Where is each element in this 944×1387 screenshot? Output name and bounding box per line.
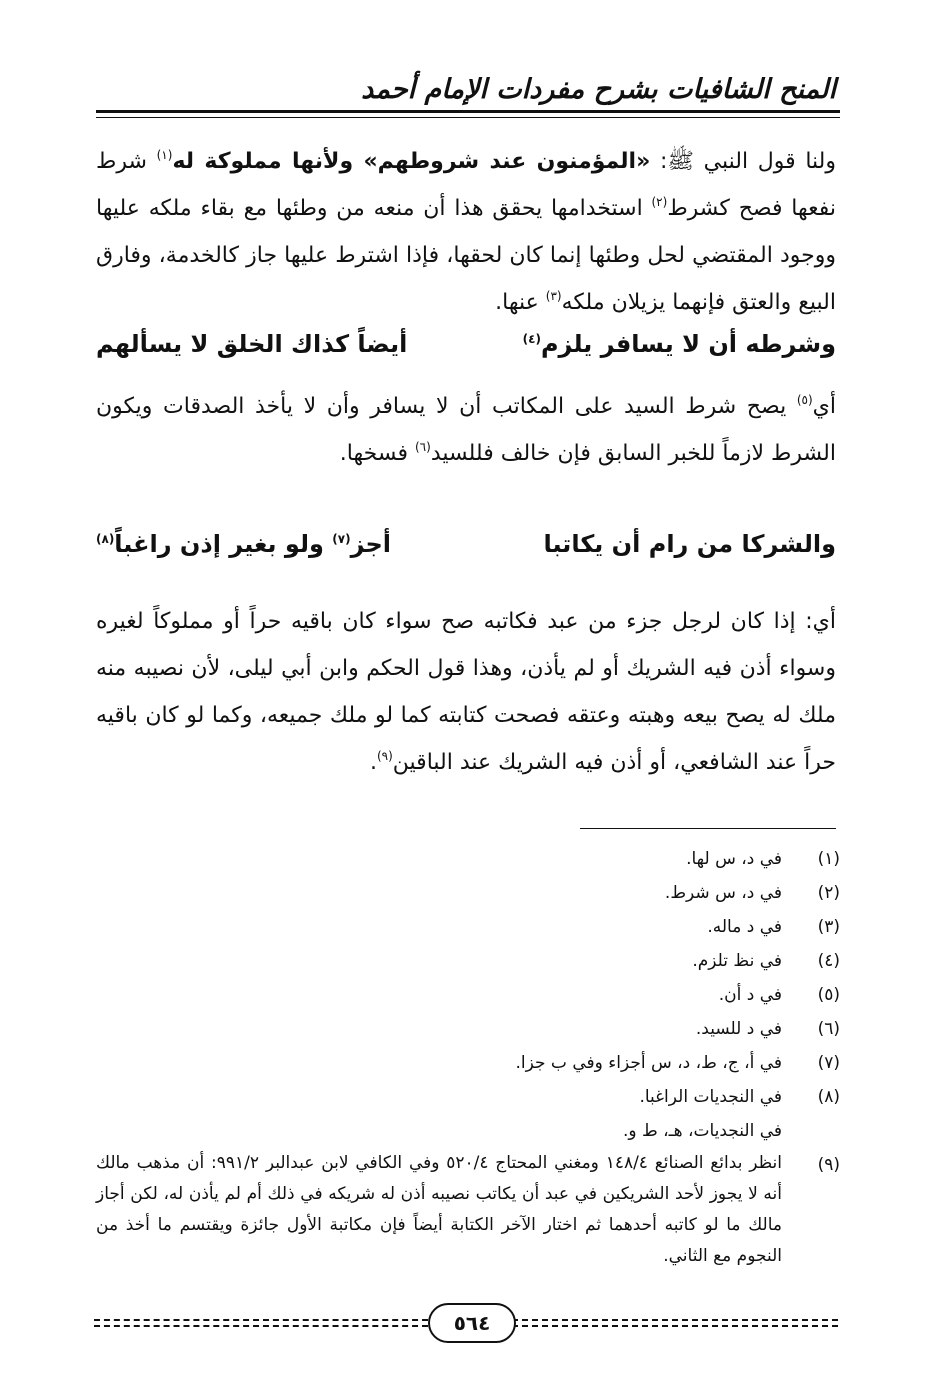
paragraph-1 (96, 138, 836, 326)
bottom-rule (94, 1325, 428, 1327)
footnote-text: في د، س شرط. (664, 883, 782, 903)
footnote-item (96, 1012, 840, 1046)
footnote-item (96, 978, 840, 1012)
footnote-text: في أ، ج، ط، د، س أجزاء وفي ب جزا. (515, 1053, 782, 1073)
footnote-number: (٨) (817, 1087, 840, 1107)
footnote-text: في د ماله. (707, 917, 782, 937)
bottom-rule (94, 1319, 428, 1321)
text: . (369, 750, 377, 775)
verse-hemistich-2 (96, 530, 391, 558)
footnote-ref[interactable]: (٩) (376, 749, 393, 763)
verse-hemistich-2: أيضاً كذاك الخلق لا يسألهم (96, 330, 408, 358)
footnote-number: (٧) (817, 1053, 840, 1073)
running-head: المنح الشافيات بشرح مفردات الإمام أحمد (361, 74, 836, 105)
paragraph-2 (96, 383, 836, 477)
text: يصح شرط السيد على المكاتب أن لا يسافر وأن لا يأخذ الصدقات ويكون الشرط لازماً للخبر السابق فإن خالف فللسيد (96, 394, 836, 466)
header-rule (96, 110, 840, 113)
text: أي: إذا كان لرجل جزء من عبد فكاتبه صح سواء كان باقيه حراً أو مملوكاً لغيره وسواء أذن فيه الشريك أو لم يأذن، وهذا قول الحكم وابن أبي ليلى، لأن نصيبه منه ملك له يصح بيعه وهبته وعتقه فصحت كتابته كما لو ملك جميعه، وكما لو كان باقيه حراً عند الشافعي، أو أذن فيه الشريك عند الباقين (96, 609, 836, 775)
footnote-item (96, 842, 840, 876)
footnote-ref[interactable]: (٤) (522, 332, 541, 346)
footnote-text: في النجديات، هـ، ط و. (622, 1121, 782, 1141)
footnote-item (96, 1080, 840, 1114)
text: ولنا قول النبي ﷺ: (650, 149, 836, 174)
footnote-number: (٣) (817, 917, 840, 937)
hadith-quote: «المؤمنون عند شروطهم» (363, 149, 651, 174)
footnote-item (96, 944, 840, 978)
footnote-item (96, 910, 840, 944)
text: فسخها. (339, 441, 415, 466)
footnote-ref[interactable]: (٢) (651, 195, 668, 209)
verse-line-1 (96, 330, 836, 370)
footnote-number: (١) (817, 849, 840, 869)
footnote-number: (٢) (817, 883, 840, 903)
footnote-text: في نظ تلزم. (692, 951, 782, 971)
footnote-number: (٩) (817, 1155, 840, 1175)
text: ولو بغير إذن راغباً (114, 530, 333, 558)
verse-hemistich-1: والشركا من رام أن يكاتبا (543, 530, 836, 558)
bottom-rule (512, 1319, 838, 1321)
page-number: ٥٦٤ (428, 1303, 516, 1343)
text: ولأنها مملوكة له (172, 149, 364, 174)
footnote-text: في د للسيد. (695, 1019, 782, 1039)
text: أي (812, 394, 836, 419)
footnote-ref[interactable]: (٣) (545, 289, 562, 303)
footnote-text: في النجديات الراغبا. (639, 1087, 782, 1107)
bottom-rule (512, 1325, 838, 1327)
text: شرط نفعها فصح كشرط (96, 149, 837, 221)
verse-line-2 (96, 530, 836, 570)
footnote-text: في د، س لها. (686, 849, 782, 869)
footnote-separator (580, 828, 836, 829)
footnote-ref[interactable]: (٥) (796, 393, 813, 407)
footnote-text: انظر بدائع الصنائع ١٤٨/٤ ومغني المحتاج ٥٢٠/٤ وفي الكافي لابن عبدالبر ٩٩١/٢: أن مذهب مالك أنه لا يجوز لأحد الشريكين في عبد أن يكاتب نصيبه أذن له شريكه في ذلك أم لم يأذن له، لكن أجاز مالك ما لو كاتبه أحدهما ثم اختار الآخر الكتابة أيضاً فإن مكاتبة الأول جائزة ويقتسم ما أخذ من النجوم مع الثاني. (96, 1153, 782, 1266)
footnote-ref[interactable]: (١) (156, 148, 173, 162)
footnote-number: (٥) (817, 985, 840, 1005)
footnote-ref[interactable]: (٨) (96, 532, 115, 546)
paragraph-3 (96, 598, 836, 786)
footnote-item (96, 1046, 840, 1080)
footnote-ref[interactable]: (٧) (332, 532, 351, 546)
footnote-number: (٤) (817, 951, 840, 971)
text: استخدامها يحقق هذا أن منعه من وطئها مع بقاء ملكه عليها ووجود المقتضي لحل وطئها إنما كان لحقها، فإذا اشترط عليها جاز كالخدمة، وفارق البيع والعتق فإنهما يزيلان ملكه (96, 196, 836, 315)
text: أجز (350, 530, 392, 558)
footnote-ref[interactable]: (٦) (414, 440, 431, 454)
footnote-text: في د أن. (718, 985, 782, 1005)
footnotes (96, 842, 840, 1272)
footnote-item (96, 1114, 840, 1148)
footnote-item (96, 876, 840, 910)
header-rule-thin (96, 117, 840, 118)
verse-hemistich-1 (523, 330, 836, 358)
text: عنها. (495, 290, 546, 315)
text: وشرطه أن لا يسافر يلزم (540, 330, 836, 358)
footnote-number: (٦) (817, 1019, 840, 1039)
footnote-item (96, 1148, 840, 1272)
